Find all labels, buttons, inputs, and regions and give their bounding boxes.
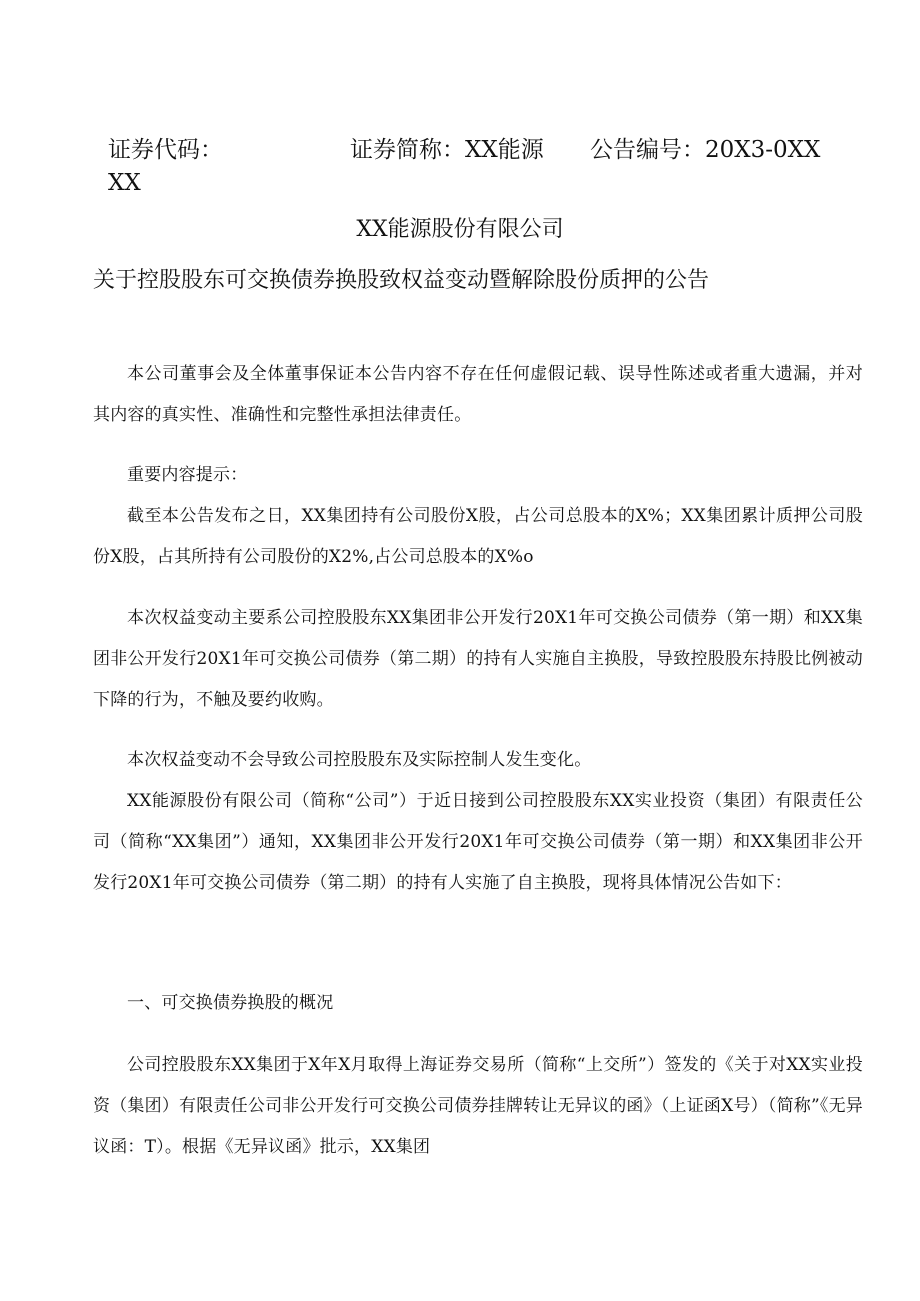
- securities-code-value: XX: [108, 170, 141, 196]
- section-heading: [93, 983, 863, 1024]
- notice-number: 公告编号：20X3-0XX: [590, 137, 821, 163]
- equity-change-paragraph: [93, 598, 863, 721]
- overview-paragraph: [93, 1045, 863, 1168]
- shareholding-paragraph: [93, 496, 863, 578]
- paragraph-text: 截至本公告发布之日，XX集团持有公司股份X股，占公司总股本的X%；XX集团累计质押公司股份X股，占其所持有公司股份的X2%,占公司总股本的X%o: [93, 506, 863, 567]
- control-unchanged-paragraph: [93, 740, 863, 781]
- company-title: XX能源股份有限公司: [356, 217, 564, 242]
- paragraph-text: 一、可交换债券换股的概况: [127, 993, 334, 1013]
- paragraph-text: 本次权益变动不会导致公司控股股东及实际控制人发生变化。: [127, 750, 592, 770]
- securities-short-name: 证券简称：XX能源: [350, 137, 544, 163]
- notification-paragraph: [93, 781, 863, 904]
- paragraph-text: XX能源股份有限公司（简称“公司”）于近日接到公司控股股东XX实业投资（集团）有限责任公司（简称“XX集团”）通知，XX集团非公开发行20X1年可交换公司债券（第一期）和XX集团非公开发行20X1年可交换公司债券（第二期）的持有人实施了自主换股，现将具体情况公告如下：: [93, 791, 863, 893]
- board-statement-paragraph: [93, 354, 863, 436]
- paragraph-text: 公司控股股东XX集团于X年X月取得上海证券交易所（简称“上交所”）签发的《关于对XX实业投资（集团）有限责任公司非公开发行可交换公司债券挂牌转让无异议的函》（上证函X号）（简称”《无异议函：T）。根据《无异议函》批示，XX集团: [93, 1055, 863, 1157]
- paragraph-text: 本公司董事会及全体董事保证本公告内容不存在任何虚假记载、误导性陈述或者重大遗漏，并对其内容的真实性、准确性和完整性承担法律责任。: [93, 364, 863, 425]
- paragraph-text: 本次权益变动主要系公司控股股东XX集团非公开发行20X1年可交换公司债券（第一期）和XX集团非公开发行20X1年可交换公司债券（第二期）的持有人实施自主换股，导致控股股东持股比例被动下降的行为，不触及要约收购。: [93, 608, 863, 710]
- notice-title: 关于控股股东可交换债券换股致权益变动暨解除股份质押的公告: [93, 268, 710, 293]
- paragraph-text: 重要内容提示：: [127, 465, 248, 485]
- securities-code-label: 证券代码：: [108, 137, 223, 163]
- key-content-heading: [93, 455, 863, 496]
